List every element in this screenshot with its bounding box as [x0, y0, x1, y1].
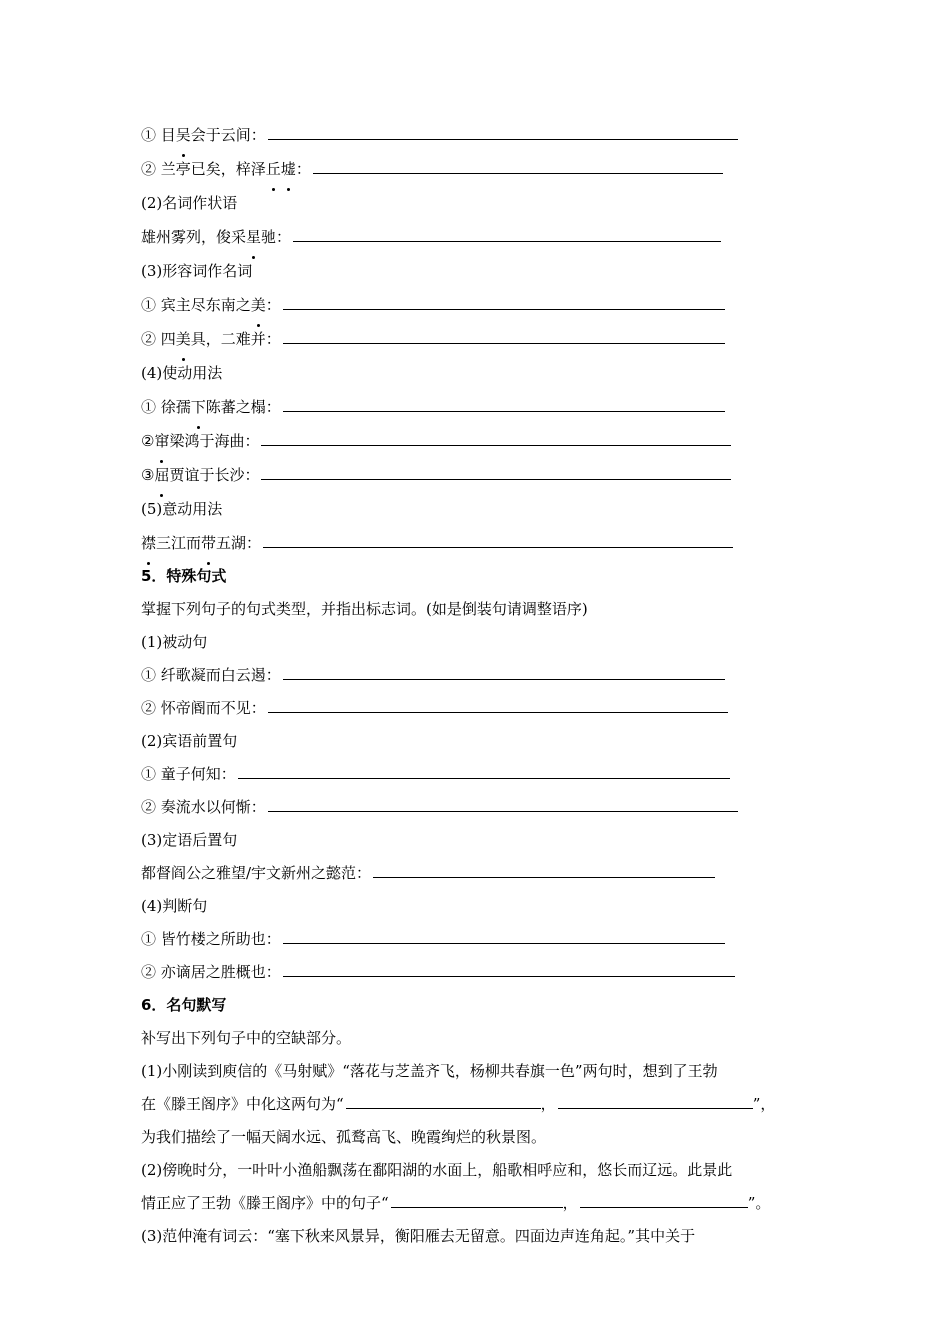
answer-blank[interactable] — [268, 810, 738, 812]
item-text: ① 徐孺 — [141, 398, 191, 416]
answer-blank[interactable] — [391, 1206, 563, 1208]
item-jin — [141, 526, 831, 560]
item-tongzi — [141, 758, 831, 791]
section5-title — [141, 560, 831, 593]
punctuation: ， — [540, 1095, 556, 1113]
item-text: 雄州雾列，俊采 — [141, 228, 247, 246]
item-text: ② 亦谪居之胜概也： — [141, 963, 281, 981]
emphasis-char: 墟 — [281, 152, 296, 186]
answer-blank[interactable] — [346, 1107, 541, 1109]
subheading — [141, 254, 831, 288]
item-zouliushui — [141, 791, 831, 824]
item-mu-wu — [141, 118, 831, 152]
item-text: ① 宾主尽东南之 — [141, 296, 251, 314]
item-text: 梁鸿于海曲： — [169, 432, 260, 450]
answer-blank[interactable] — [558, 1107, 753, 1109]
section-title: 6．名句默写 — [141, 996, 227, 1014]
section6-intro — [141, 1022, 831, 1055]
answer-blank[interactable] — [268, 138, 738, 140]
subheading-text: (4)判断句 — [141, 897, 208, 915]
answer-blank[interactable] — [268, 711, 728, 713]
subheading — [141, 356, 831, 390]
question-2-line1 — [141, 1154, 831, 1187]
subheading — [141, 492, 831, 526]
emphasis-char: 襟 — [141, 526, 156, 560]
emphasis-char: 美 — [176, 322, 191, 356]
item-zheju — [141, 956, 831, 989]
item-text: 具，二难并： — [190, 330, 281, 348]
section6-title — [141, 989, 831, 1022]
item-qu — [141, 458, 831, 492]
item-text: ： — [295, 160, 311, 178]
item-text: ② 兰亭已矣，梓泽 — [141, 160, 266, 178]
section5-intro — [141, 593, 831, 626]
item-text: 会于云间： — [190, 126, 266, 144]
punctuation: ”。 — [747, 1194, 771, 1212]
subheading-text: (3)定语后置句 — [141, 831, 238, 849]
answer-blank[interactable] — [313, 172, 723, 174]
emphasis-char: 下 — [191, 390, 206, 424]
question-text: (1)小刚读到庾信的《马射赋》“落花与芝盖齐飞，杨柳共春旗一色”两句时，想到了王勃 — [141, 1062, 718, 1080]
emphasis-char: 窜 — [154, 424, 169, 458]
answer-blank[interactable] — [263, 546, 733, 548]
emphasis-char: 丘 — [266, 152, 281, 186]
subheading — [141, 890, 831, 923]
subheading-text: (2)宾语前置句 — [141, 732, 238, 750]
item-text: ② 怀帝阍而不见： — [141, 699, 266, 717]
question-3-line1 — [141, 1220, 831, 1253]
item-text: 都督阎公之雅望/宇文新州之懿范： — [141, 864, 372, 882]
answer-blank[interactable] — [261, 444, 731, 446]
item-text: 陈蕃之榻： — [205, 398, 281, 416]
item-text: 三江而 — [156, 534, 202, 552]
item-lanting — [141, 152, 831, 186]
answer-blank[interactable] — [373, 876, 715, 878]
instruction-text: 补写出下列句子中的空缺部分。 — [141, 1029, 352, 1047]
answer-blank[interactable] — [580, 1206, 748, 1208]
emphasis-char: 星 — [246, 220, 261, 254]
emphasis-char: 屈 — [154, 458, 169, 492]
instruction-text: 掌握下列句子的句式类型，并指出标志词。(如是倒装句请调整语序) — [141, 600, 588, 618]
item-xiongzhou — [141, 220, 831, 254]
subheading-text: (2)名词作状语 — [141, 194, 238, 212]
item-dudu — [141, 857, 831, 890]
subheading-text: (5)意动用法 — [141, 500, 223, 518]
answer-blank[interactable] — [238, 777, 730, 779]
punctuation: ， — [562, 1194, 578, 1212]
emphasis-char: 美 — [251, 288, 266, 322]
question-text: 在《滕王阁序》中化这两句为“ — [141, 1095, 344, 1113]
item-text: ① 皆竹楼之所助也： — [141, 930, 281, 948]
item-huaidi — [141, 692, 831, 725]
answer-blank[interactable] — [283, 678, 725, 680]
item-xuru — [141, 390, 831, 424]
question-text: 为我们描绘了一幅天阔水远、孤鹜高飞、晚霞绚烂的秋景图。 — [141, 1128, 547, 1146]
item-text: ： — [265, 296, 281, 314]
item-text: ③ — [141, 466, 155, 484]
subheading — [141, 186, 831, 220]
item-text: ② 四 — [141, 330, 176, 348]
subheading-text: (3)形容词作名词 — [141, 262, 253, 280]
punctuation: ”， — [752, 1095, 776, 1113]
question-1-line1 — [141, 1055, 831, 1088]
subheading-text: (4)使动用法 — [141, 364, 223, 382]
item-text: ① 纤歌凝而白云遏： — [141, 666, 281, 684]
question-text: (2)傍晚时分，一叶叶小渔船飘荡在鄱阳湖的水面上，船歌相呼应和，悠长而辽远。此景此 — [141, 1161, 733, 1179]
question-1-line3 — [141, 1121, 831, 1154]
answer-blank[interactable] — [283, 342, 725, 344]
item-text: 五湖： — [216, 534, 262, 552]
emphasis-char: 吴 — [176, 118, 191, 152]
emphasis-char: 带 — [201, 526, 216, 560]
subheading — [141, 725, 831, 758]
subheading — [141, 626, 831, 659]
answer-blank[interactable] — [283, 975, 735, 977]
answer-blank[interactable] — [261, 478, 731, 480]
item-text: ② — [141, 432, 155, 450]
question-text: (3)范仲淹有词云：“塞下秋来风景异，衡阳雁去无留意。四面边声连角起。”其中关于 — [141, 1227, 696, 1245]
subheading — [141, 824, 831, 857]
worksheet-page — [141, 118, 831, 1253]
question-1-line2 — [141, 1088, 831, 1121]
item-xiange — [141, 659, 831, 692]
question-text: 情正应了王勃《滕王阁序》中的句子“ — [141, 1194, 389, 1212]
answer-blank[interactable] — [283, 942, 725, 944]
subheading-text: (1)被动句 — [141, 633, 208, 651]
item-zhulou — [141, 923, 831, 956]
item-cuan — [141, 424, 831, 458]
item-text: 驰： — [261, 228, 292, 246]
item-binzhu — [141, 288, 831, 322]
answer-blank[interactable] — [283, 308, 725, 310]
answer-blank[interactable] — [283, 410, 725, 412]
item-text: ① 目 — [141, 126, 176, 144]
item-text: 贾谊于长沙： — [169, 466, 260, 484]
answer-blank[interactable] — [293, 240, 721, 242]
item-text: ② 奏流水以何惭： — [141, 798, 266, 816]
item-simei — [141, 322, 831, 356]
item-text: ① 童子何知： — [141, 765, 236, 783]
question-2-line2 — [141, 1187, 831, 1220]
section-title: 5．特殊句式 — [141, 567, 227, 585]
